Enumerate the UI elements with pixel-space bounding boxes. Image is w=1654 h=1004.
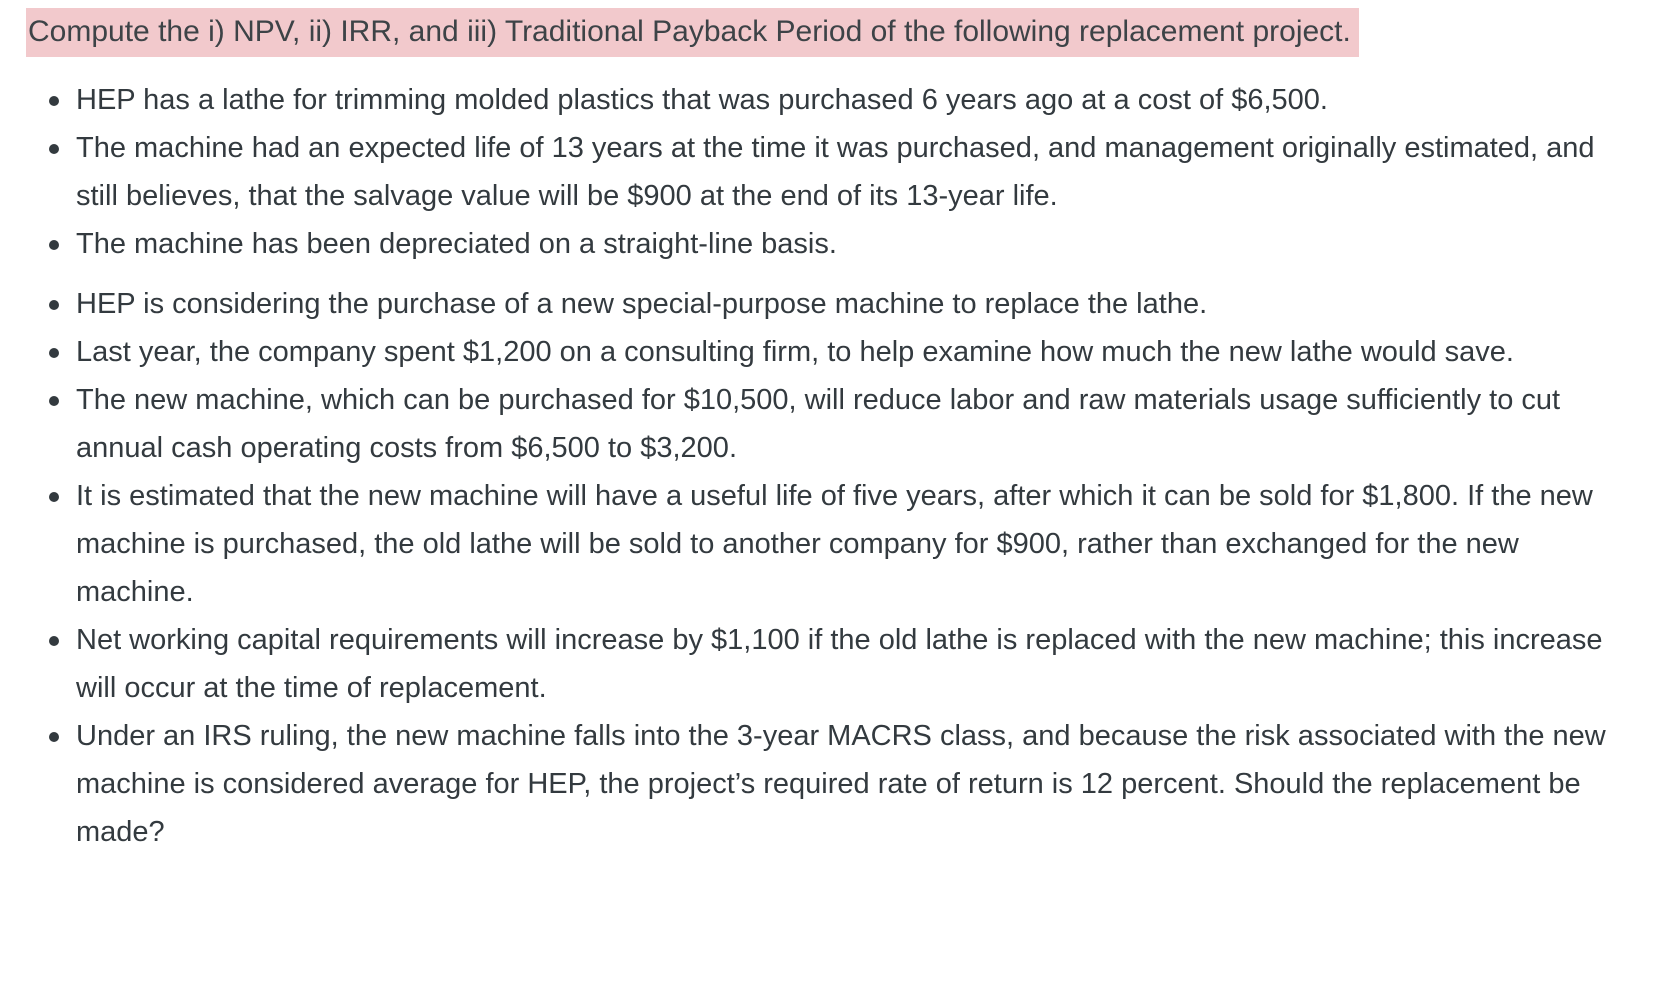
list-item: HEP is considering the purchase of a new special-purpose machine to replace the lathe. (76, 280, 1636, 328)
list-item: The new machine, which can be purchased for $10,500, will reduce labor and raw materials usage sufficiently to cut annual cash operating costs from $6,500 to $3,200. (76, 376, 1636, 472)
list-item: The machine had an expected life of 13 years at the time it was purchased, and management originally estimated, and still believes, that the salvage value will be $900 at the end of its 13-year life. (76, 124, 1636, 220)
question-heading: Compute the i) NPV, ii) IRR, and iii) Traditional Payback Period of the following replacement project. (26, 8, 1359, 57)
list-item: HEP has a lathe for trimming molded plastics that was purchased 6 years ago at a cost of $6,500. (76, 76, 1636, 124)
list-item: Net working capital requirements will increase by $1,100 if the old lathe is replaced with the new machine; this increase will occur at the time of replacement. (76, 616, 1636, 712)
list-item: The machine has been depreciated on a straight-line basis. (76, 220, 1636, 268)
project-facts-list (26, 76, 1636, 856)
list-item: Under an IRS ruling, the new machine falls into the 3-year MACRS class, and because the risk associated with the new machine is considered average for HEP, the project’s required rate of return is 12 percent. Should the replacement be made? (76, 712, 1636, 856)
list-item: It is estimated that the new machine will have a useful life of five years, after which it can be sold for $1,800. If the new machine is purchased, the old lathe will be sold to another company for $900, rather than exchanged for the new machine. (76, 472, 1636, 616)
list-item: Last year, the company spent $1,200 on a consulting firm, to help examine how much the new lathe would save. (76, 328, 1636, 376)
document-body (26, 8, 1636, 856)
